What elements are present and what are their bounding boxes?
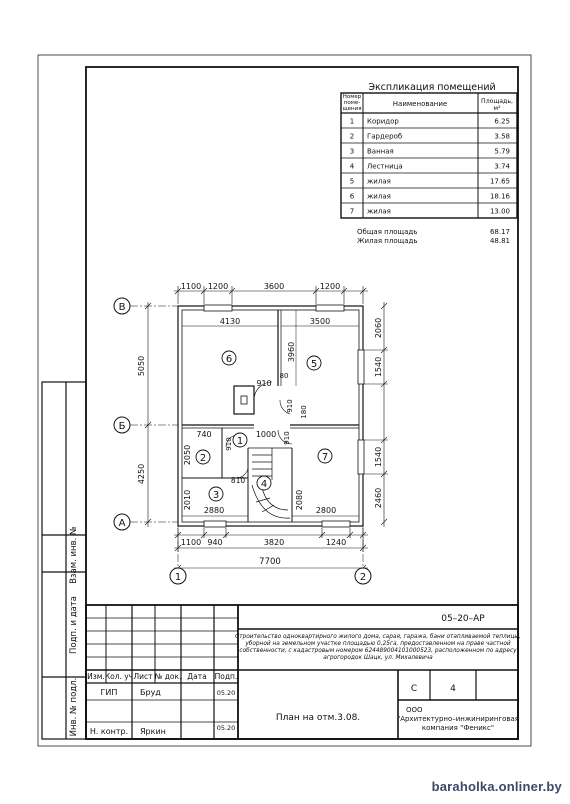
outer-wall-outer <box>178 306 363 526</box>
room-marker-2: 2 <box>199 453 207 464</box>
room-marker-4: 4 <box>260 479 268 490</box>
dim-740: 740 <box>196 430 212 439</box>
room-marker-7: 7 <box>321 452 329 463</box>
expl-row-name: жилая <box>367 177 391 186</box>
expl-row-area: 18.16 <box>489 192 510 201</box>
expl-row-area: 6.25 <box>494 117 510 126</box>
outer-wall-inner <box>182 310 359 522</box>
expl-row-num: 6 <box>349 192 355 201</box>
side-label-podp: Подп. и дата <box>69 596 79 654</box>
dim-3960: 3960 <box>287 341 296 363</box>
dim-4130: 4130 <box>219 317 241 326</box>
expl-row-name: жилая <box>367 207 391 216</box>
living-area-value: 48.81 <box>489 237 510 245</box>
stamp-gip-name: Бруд <box>140 688 161 697</box>
title-block-text <box>87 614 521 736</box>
expl-row-num: 1 <box>349 117 355 126</box>
stamp-header-kol: Кол. уч <box>104 672 134 681</box>
dim-right-2460: 2460 <box>374 487 383 509</box>
stamp-nk-label: Н. контр. <box>89 727 129 736</box>
room-marker-6: 6 <box>225 354 233 365</box>
dim-right-1540a: 1540 <box>374 356 383 378</box>
expl-row-num: 7 <box>349 207 355 216</box>
dim-180: 180 <box>300 405 308 419</box>
expl-row-num: 4 <box>349 162 355 171</box>
expl-row-area: 17.65 <box>489 177 510 186</box>
stamp-gip-date: 05.20 <box>216 689 236 697</box>
floor-plan <box>130 286 388 571</box>
stamp-header-doc: № док. <box>154 672 182 681</box>
side-label-inv: Инв. № подл. <box>69 677 79 737</box>
dim-top-1200a: 1200 <box>207 282 229 291</box>
company-line-2: "Архитектурно–инжиниринговая <box>396 715 520 723</box>
dim-left-5050: 5050 <box>137 355 146 377</box>
axis-label-v: В <box>118 302 126 313</box>
dim-910b: 910 <box>286 399 294 413</box>
stamp-code: 05–20–АР <box>441 614 485 624</box>
expl-row-area: 3.74 <box>494 162 510 171</box>
expl-row-name: жилая <box>367 192 391 201</box>
expl-header-name: Наименование <box>392 100 448 108</box>
explication-table <box>341 82 517 245</box>
expl-row-num: 5 <box>349 177 355 186</box>
stamp-desc-2: уборной на земельном участке площадью 0,25га, предоставленном на праве частной <box>245 641 511 647</box>
dim-2010: 2010 <box>183 489 192 511</box>
stamp-stage: С <box>410 684 418 694</box>
expl-row-name: Ванная <box>367 147 394 156</box>
dim-bot-1240: 1240 <box>325 538 347 547</box>
explication-title: Экспликация помещений <box>368 82 496 93</box>
dim-810: 810 <box>230 476 246 485</box>
dim-80: 80 <box>279 372 289 380</box>
stamp-gip-label: ГИП <box>100 688 118 697</box>
dim-2800: 2800 <box>315 506 337 515</box>
dim-right-1540b: 1540 <box>374 446 383 468</box>
dim-bot-940: 940 <box>207 538 223 547</box>
stamp-header-sign: Подп. <box>214 672 238 681</box>
stamp-desc-3: собственности, с кадастровым номером 624489004101000523, расположенном по адресу <box>239 648 517 654</box>
side-strip <box>42 382 86 739</box>
living-area-label: Жилая площадь <box>357 237 418 245</box>
room-marker-5: 5 <box>310 359 318 370</box>
total-area-value: 68.17 <box>489 228 510 236</box>
watermark: baraholka.onliner.by <box>431 779 562 794</box>
dim-1000: 1000 <box>255 430 277 439</box>
room-marker-1: 1 <box>236 436 244 447</box>
expl-row-area: 13.00 <box>489 207 510 216</box>
dim-bot-7700: 7700 <box>259 557 281 567</box>
dim-910a: 910 <box>256 379 272 388</box>
explication-rows <box>350 118 511 216</box>
expl-header-area: Площадь, м² <box>481 98 513 112</box>
axis-label-a: А <box>118 518 126 529</box>
dim-top-1100: 1100 <box>180 282 202 291</box>
stamp-nk-date: 05.20 <box>216 724 236 732</box>
stamp-desc-1: Строительство одноквартирного жилого дома, сарая, гаража, бани отапливаемой теплицы, <box>235 634 521 640</box>
expl-row-area: 3.58 <box>494 132 510 141</box>
stamp-header-izm: Изм. <box>87 672 105 681</box>
axis-label-b: Б <box>118 421 126 432</box>
dim-bot-1100: 1100 <box>180 538 202 547</box>
expl-row-name: Гардероб <box>367 132 403 141</box>
stamp-desc-4: агрогородок Шацк, ул. Михалевича <box>323 655 433 661</box>
expl-row-name: Лестница <box>367 162 403 171</box>
axis-label-2: 2 <box>359 572 367 583</box>
stamp-sheet-no: 4 <box>450 684 456 694</box>
chimney <box>234 386 254 414</box>
company-line-3: компания "Феникс" <box>421 724 495 732</box>
stamp-nk-name: Яркин <box>140 727 166 736</box>
dim-2080: 2080 <box>295 489 304 511</box>
dim-3500: 3500 <box>309 317 331 326</box>
dim-left-4250: 4250 <box>137 463 146 485</box>
expl-row-num: 3 <box>349 147 355 156</box>
dim-2880: 2880 <box>203 506 225 515</box>
dim-910d: 910 <box>283 431 291 445</box>
stamp-header-date: Дата <box>187 672 207 681</box>
company-line-1: ООО <box>406 706 423 714</box>
axis-label-1: 1 <box>174 572 182 583</box>
stamp-header-list: Лист <box>133 672 153 681</box>
dim-top-3600: 3600 <box>263 282 285 291</box>
room-marker-3: 3 <box>212 490 220 501</box>
sheet-title: План на отм.3.08. <box>275 713 361 723</box>
dim-right-2060: 2060 <box>374 317 383 339</box>
dim-2050: 2050 <box>183 444 192 466</box>
dim-bot-3820: 3820 <box>263 538 285 547</box>
expl-header-num: Номер поме-щения <box>342 94 362 112</box>
side-label-vzam: Взам. инв. № <box>69 526 79 584</box>
expl-row-name: Коридор <box>367 117 399 126</box>
expl-row-num: 2 <box>349 132 355 141</box>
total-area-label: Общая площадь <box>357 228 418 236</box>
expl-row-area: 5.79 <box>494 147 510 156</box>
dim-910c: 910 <box>225 437 233 451</box>
dim-top-1200b: 1200 <box>319 282 341 291</box>
